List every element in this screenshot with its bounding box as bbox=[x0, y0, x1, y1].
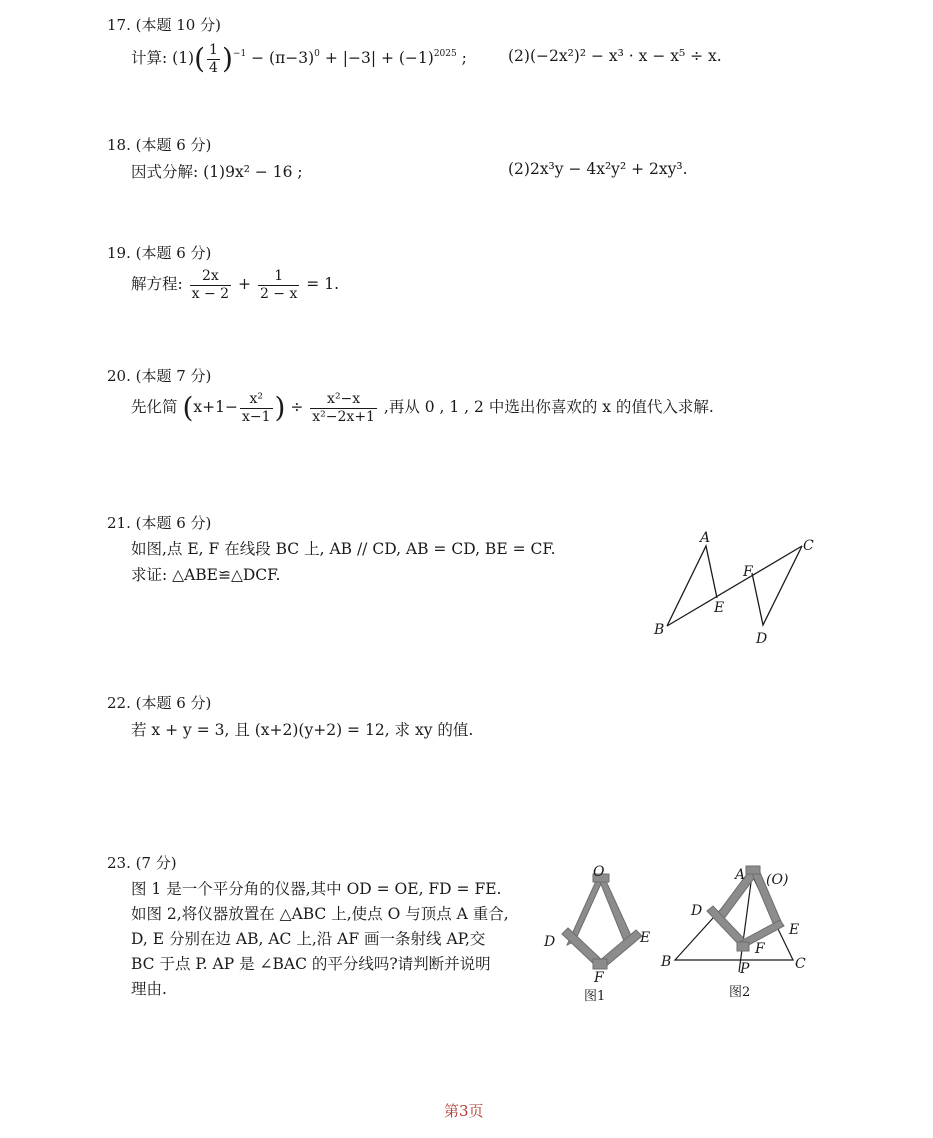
fig2-label-f: F bbox=[755, 941, 765, 957]
fig1-tab-f bbox=[593, 959, 607, 969]
q20-expression: 先化简 (x+1− $\frac{\text{x²}}{x-1}$ ) ÷ $\frac{\text{x²−x}}{\text{x²−2x+1}}$ ,再从 0 , 1 , 2 中选出你喜欢的 x 的值代入求解. bbox=[131, 390, 714, 425]
q20-f1-num: x² bbox=[249, 390, 263, 407]
q21-label-a: A bbox=[700, 530, 711, 546]
q19-fraction-2 bbox=[258, 268, 299, 303]
q19-f2-den: 2 − x bbox=[259, 285, 298, 302]
fig2-label-b: B bbox=[661, 954, 672, 970]
q17-part1-label: 计算: (1) bbox=[131, 49, 195, 67]
fig1-caption: 图1 bbox=[584, 989, 606, 1004]
q19-plus: + bbox=[233, 275, 256, 293]
q19-f2-num: 1 bbox=[274, 267, 284, 284]
q19-label: 解方程: bbox=[131, 275, 188, 293]
fig1-label-o: O bbox=[593, 864, 605, 880]
q17-exp-0: 0 bbox=[314, 49, 320, 59]
q17-part1: 计算: (1)( $\frac{1}{4}$ )$^{-1} - (\pi-3)^0 + |-3| + (-1)^{2025}$ ; bbox=[131, 41, 467, 76]
q20-f2-den: x²−2x+1 bbox=[312, 408, 375, 425]
q20-div: ÷ bbox=[285, 398, 309, 416]
q19-equation bbox=[131, 266, 339, 303]
q21-triangle-dcf bbox=[752, 546, 802, 625]
fig1-label-f: F bbox=[594, 970, 604, 986]
fig2-label-a: A bbox=[735, 867, 746, 883]
q20-fraction-1 bbox=[240, 391, 273, 426]
q17-frac-num: 1 bbox=[209, 41, 218, 58]
q19-f1-num: 2x bbox=[201, 267, 219, 284]
q19-heading: 19. (本题 6 分) bbox=[107, 244, 212, 262]
q23-line4: BC 于点 P. AP 是 ∠BAC 的平分线吗?请判断并说明 bbox=[131, 955, 491, 973]
q21-label-c: C bbox=[803, 538, 814, 554]
q19-end: = 1. bbox=[301, 275, 340, 293]
q20-label: 先化简 bbox=[131, 398, 183, 416]
q20-heading: 20. (本题 7 分) bbox=[107, 367, 212, 385]
q22-line1: 若 x + y = 3, 且 (x+2)(y+2) = 12, 求 xy 的值. bbox=[131, 721, 474, 739]
q17-part1-end: ; bbox=[456, 49, 467, 67]
q22-heading: 22. (本题 6 分) bbox=[107, 694, 212, 712]
q21-triangle-abe bbox=[667, 546, 717, 626]
q23-figure-1 bbox=[540, 862, 670, 1004]
fig2-label-e: E bbox=[789, 922, 800, 938]
q21-label-b: B bbox=[654, 622, 665, 638]
q23-figure-2 bbox=[655, 862, 820, 1004]
q17-heading: 17. (本题 10 分) bbox=[107, 16, 221, 34]
fig2-label-d: D bbox=[691, 903, 703, 919]
q21-label-d: D bbox=[756, 631, 768, 647]
fig2-label-p: P bbox=[740, 961, 750, 977]
q23-heading: 23. (7 分) bbox=[107, 854, 177, 872]
q23-line1: 图 1 是一个平分角的仪器,其中 OD = OE, FD = FE. bbox=[131, 880, 502, 898]
q20-inner: x+1− bbox=[193, 398, 238, 416]
q23-line2: 如图 2,将仪器放置在 △ABC 上,使点 O 与顶点 A 重合, bbox=[131, 905, 509, 923]
q19-f1-den: x − 2 bbox=[191, 285, 230, 302]
q23-line5: 理由. bbox=[131, 980, 167, 998]
fig2-tab-f bbox=[737, 942, 749, 951]
q18-heading: 18. (本题 6 分) bbox=[107, 136, 212, 154]
q21-label-e: E bbox=[714, 600, 725, 616]
q21-line1: 如图,点 E, F 在线段 BC 上, AB // CD, AB = CD, BE = CF. bbox=[131, 540, 556, 558]
q17-part1-mid: − (π−3) bbox=[246, 49, 315, 67]
q20-f1-den: x−1 bbox=[241, 408, 271, 425]
q18-part1: 因式分解: (1)9x² − 16 ; bbox=[131, 163, 303, 181]
q19-fraction-1 bbox=[190, 268, 231, 303]
page-number: 第3页 bbox=[444, 1102, 484, 1120]
q21-heading: 21. (本题 6 分) bbox=[107, 514, 212, 532]
fig2-tab-o bbox=[746, 866, 760, 874]
q21-label-f: F bbox=[743, 564, 753, 580]
fig1-label-e: E bbox=[640, 930, 651, 946]
q17-fraction bbox=[207, 42, 220, 77]
q17-exp-2025: 2025 bbox=[433, 49, 457, 59]
fig2-label-c: C bbox=[795, 956, 806, 972]
fig2-label-o: (O) bbox=[766, 872, 789, 888]
q20-fraction-2 bbox=[310, 391, 377, 426]
q18-part2: (2)2x³y − 4x²y² + 2xy³. bbox=[508, 160, 688, 178]
q20-end: ,再从 0 , 1 , 2 中选出你喜欢的 x 的值代入求解. bbox=[378, 398, 714, 416]
q17-exp-neg1: −1 bbox=[232, 49, 247, 59]
q17-frac-den: 4 bbox=[209, 59, 218, 76]
q17-part2: (2)(−2x²)² − x³ · x − x⁵ ÷ x. bbox=[508, 47, 722, 65]
fig1-label-d: D bbox=[544, 934, 556, 950]
fig2-caption: 图2 bbox=[729, 985, 751, 1000]
q23-line3: D, E 分别在边 AB, AC 上,沿 AF 画一条射线 AP,交 bbox=[131, 930, 486, 948]
q20-f2-num: x²−x bbox=[327, 390, 361, 407]
q17-part1-tail: + |−3| + (−1) bbox=[319, 49, 434, 67]
q21-figure bbox=[640, 528, 830, 653]
q21-line2: 求证: △ABE≌△DCF. bbox=[131, 566, 281, 584]
